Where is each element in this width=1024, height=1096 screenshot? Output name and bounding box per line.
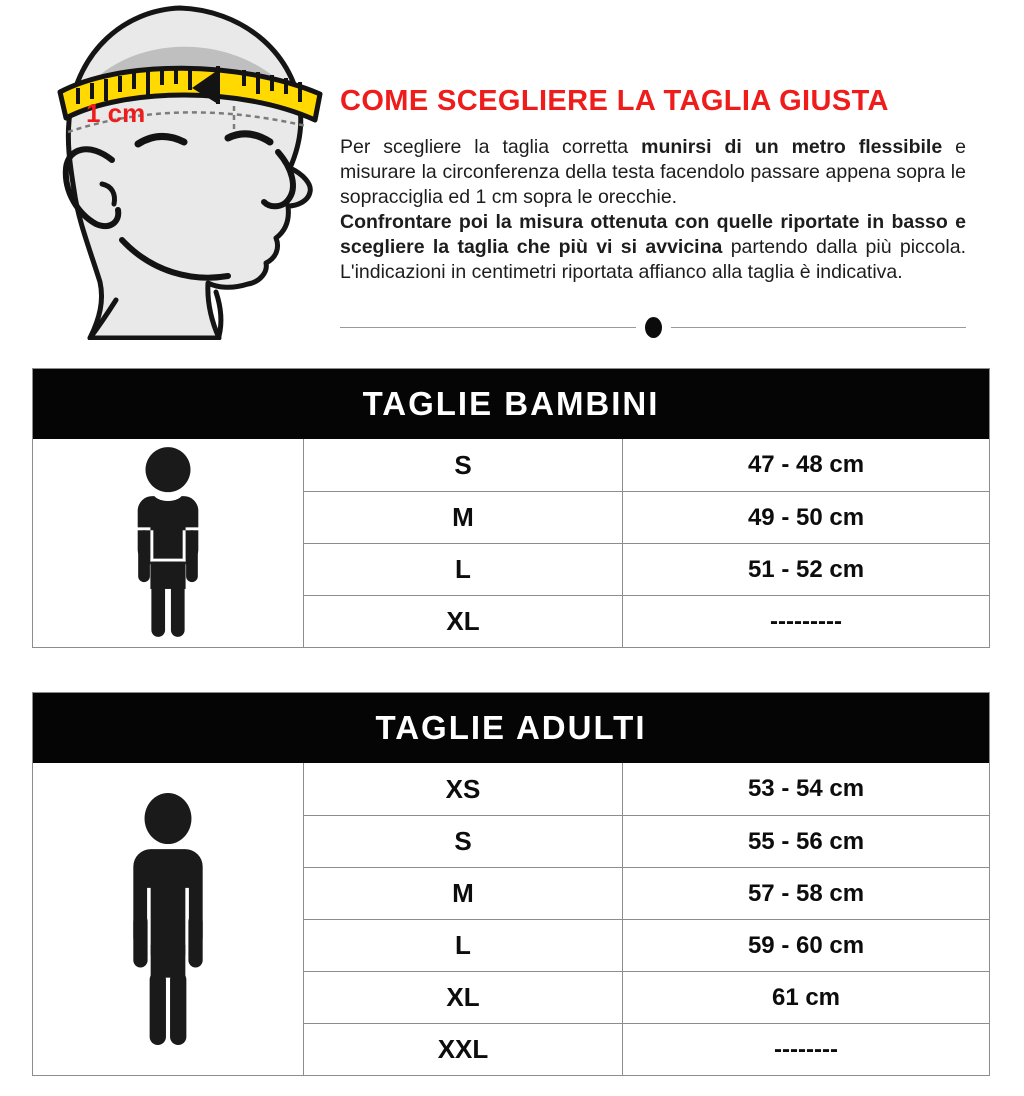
intro-text: e misurare la circonferenza della testa facendolo passare appena sopra le sopracciglia ed 1 cm sopra le orecchie. [340,136,966,208]
size-label: M [304,491,622,543]
divider-line [671,327,967,328]
divider-dot-icon [645,317,662,338]
size-range: 61 cm [622,971,989,1023]
size-range: 53 - 54 cm [622,763,989,815]
intro-text: partendo dalla più piccola. L'indicazioni in centimetri riportata affianco alla taglia è indicativa. [340,236,966,283]
size-label: XS [445,773,481,804]
size-label: M [304,867,622,919]
size-label: L [304,919,622,971]
size-range: 51 - 52 cm [622,543,989,595]
man-figure-icon [33,763,304,1075]
size-range: -------- [622,1023,989,1075]
intro-paragraph-1 [340,135,966,210]
size-range: 59 - 60 cm [622,919,989,971]
size-range: 55 - 56 cm [622,815,989,867]
intro-section [340,84,966,285]
child-figure-icon [33,439,304,647]
divider-line [340,327,636,328]
size-label: S [454,449,472,480]
section-divider [340,316,966,338]
one-cm-label: 1 cm [86,98,146,128]
intro-paragraph-2 [340,210,966,285]
size-label: S [304,815,622,867]
size-label: XXL [304,1023,622,1075]
size-label: XL [304,595,622,647]
size-range: --------- [622,595,989,647]
kids-size-table [32,368,990,648]
adults-size-table [32,692,990,1076]
page-title: COME SCEGLIERE LA TAGLIA GIUSTA [340,85,889,117]
size-label: XL [304,971,622,1023]
kids-table-title: TAGLIE BAMBINI [33,369,989,439]
head-measurement-illustration [20,0,340,340]
size-range: 57 - 58 cm [622,867,989,919]
size-range: 49 - 50 cm [622,491,989,543]
intro-text: Per scegliere la taglia corretta [340,136,642,158]
size-label: L [304,543,622,595]
head-outline-icon [68,8,310,338]
size-range: 47 - 48 cm [622,439,989,491]
adults-table-title: TAGLIE ADULTI [33,693,989,763]
intro-text-bold: Confrontare poi la misura ottenuta con quelle riportate in basso e scegliere la taglia che più vi si avvicina [340,211,966,258]
intro-text-bold: munirsi di un metro flessibile [641,136,943,158]
